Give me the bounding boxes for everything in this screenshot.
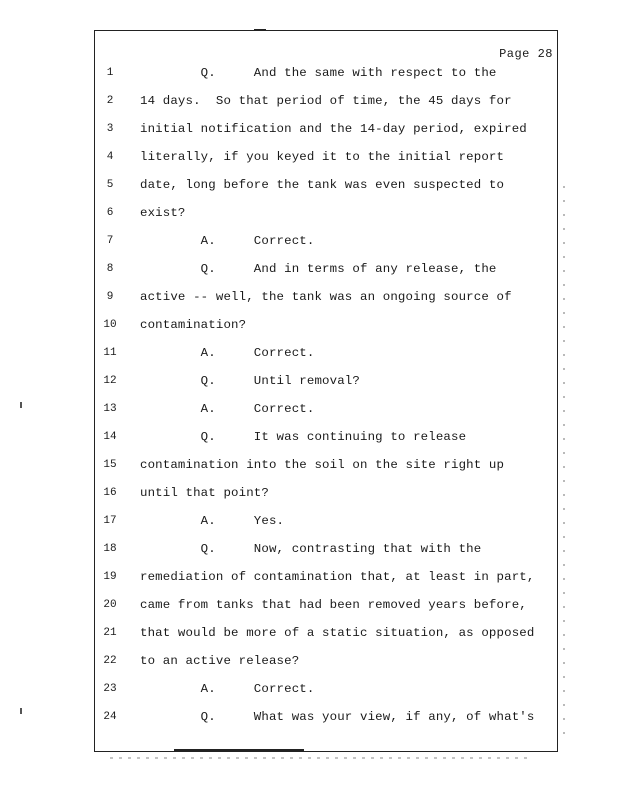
line-text: Q. Until removal? [140,374,360,388]
transcript-line [0,150,619,170]
line-number: 1 [106,67,114,79]
line-text: exist? [140,206,186,220]
line-text: until that point? [140,486,269,500]
transcript-line [0,458,619,478]
line-text: A. Correct. [140,402,315,416]
line-number: 21 [103,627,117,639]
transcript-line [0,94,619,114]
transcript-line [0,290,619,310]
transcript-line [0,66,619,86]
transcript-line [0,374,619,394]
transcript-line [0,402,619,422]
line-number: 6 [106,207,114,219]
top-tick-mark [254,29,266,31]
line-number: 8 [106,263,114,275]
line-number: 11 [103,347,117,359]
line-number: 17 [103,515,117,527]
line-text: active -- well, the tank was an ongoing source of [140,290,512,304]
line-number: 12 [103,375,117,387]
line-number: 9 [106,291,114,303]
line-number: 3 [106,123,114,135]
line-text: remediation of contamination that, at least in part, [140,570,535,584]
line-text: date, long before the tank was even suspected to [140,178,505,192]
transcript-line [0,318,619,338]
transcript-line [0,570,619,590]
transcript-line [0,262,619,282]
line-text: A. Yes. [140,514,285,528]
transcript-line [0,430,619,450]
line-number: 22 [103,655,117,667]
transcript-line [0,682,619,702]
line-text: A. Correct. [140,346,315,360]
line-number: 7 [106,235,114,247]
line-text: Q. And in terms of any release, the [140,262,497,276]
page-number-label: Page 28 [499,47,553,61]
line-number: 2 [106,95,114,107]
line-number: 15 [103,459,117,471]
transcript-line [0,346,619,366]
line-text: Q. What was your view, if any, of what's [140,710,535,724]
transcript-line [0,486,619,506]
bottom-rule [174,749,304,751]
line-number: 19 [103,571,117,583]
line-text: A. Correct. [140,682,315,696]
line-text: literally, if you keyed it to the initial report [140,150,505,164]
line-text: Q. Now, contrasting that with the [140,542,482,556]
line-text: to an active release? [140,654,300,668]
transcript-line [0,514,619,534]
transcript-line [0,122,619,142]
transcript-line [0,178,619,198]
line-number: 10 [103,319,117,331]
transcript-line [0,626,619,646]
line-text: contamination into the soil on the site right up [140,458,505,472]
transcript-line [0,234,619,254]
line-text: Q. It was continuing to release [140,430,467,444]
line-text: A. Correct. [140,234,315,248]
line-number: 18 [103,543,117,555]
line-number: 14 [103,431,117,443]
line-text: contamination? [140,318,247,332]
line-number: 13 [103,403,117,415]
line-text: Q. And the same with respect to the [140,66,497,80]
transcript-line [0,598,619,618]
line-text: came from tanks that had been removed years before, [140,598,527,612]
line-text: initial notification and the 14-day period, expired [140,122,527,136]
line-text: that would be more of a static situation, as opposed [140,626,535,640]
footer-scan-noise [110,757,530,759]
transcript-line [0,710,619,730]
line-text: 14 days. So that period of time, the 45 days for [140,94,512,108]
line-number: 20 [103,599,117,611]
line-number: 23 [103,683,117,695]
transcript-line [0,654,619,674]
line-number: 5 [106,179,114,191]
line-number: 4 [106,151,114,163]
transcript-line [0,542,619,562]
line-number: 24 [103,711,117,723]
transcript-line [0,206,619,226]
line-number: 16 [103,487,117,499]
